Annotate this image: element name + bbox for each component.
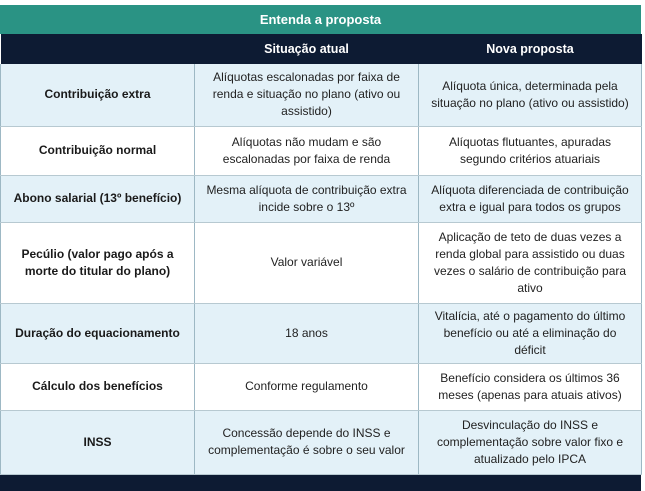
current-cell: Alíquotas escalonadas por faixa de renda e situação no plano (ativo ou assistido) [195, 64, 419, 126]
table-footer-bar [0, 475, 641, 491]
proposal-cell: Alíquota diferenciada de contribuição extra e igual para todos os grupos [419, 175, 642, 222]
current-cell: Alíquotas não mudam e são escalonadas por faixa de renda [195, 126, 419, 175]
proposal-cell: Benefício considera os últimos 36 meses (apenas para atuais ativos) [419, 363, 642, 410]
current-cell: Concessão depende do INSS e complementação é sobre o seu valor [195, 410, 419, 474]
table-row [1, 303, 642, 363]
header-current-situation: Situação atual [195, 34, 419, 64]
proposal-cell: Vitalícia, até o pagamento do último benefício ou até a eliminação do déficit [419, 303, 642, 363]
current-cell: Conforme regulamento [195, 363, 419, 410]
row-label: Duração do equacionamento [1, 303, 195, 363]
current-cell: Mesma alíquota de contribuição extra incide sobre o 13º [195, 175, 419, 222]
current-cell: 18 anos [195, 303, 419, 363]
table-row [1, 175, 642, 222]
table-row [1, 363, 642, 410]
header-empty [1, 34, 195, 64]
row-label: INSS [1, 410, 195, 474]
table-row [1, 64, 642, 126]
row-label: Contribuição extra [1, 64, 195, 126]
header-new-proposal: Nova proposta [419, 34, 642, 64]
proposal-table-container [0, 5, 641, 491]
proposal-cell: Alíquota única, determinada pela situação no plano (ativo ou assistido) [419, 64, 642, 126]
header-row [1, 34, 642, 64]
table-row [1, 222, 642, 303]
row-label: Abono salarial (13º benefício) [1, 175, 195, 222]
proposal-cell: Aplicação de teto de duas vezes a renda global para assistido ou duas vezes o salário de contribuição para ativo [419, 222, 642, 303]
table-row [1, 126, 642, 175]
comparison-table [0, 34, 642, 475]
row-label: Contribuição normal [1, 126, 195, 175]
row-label: Cálculo dos benefícios [1, 363, 195, 410]
row-label: Pecúlio (valor pago após a morte do titular do plano) [1, 222, 195, 303]
proposal-cell: Alíquotas flutuantes, apuradas segundo critérios atuariais [419, 126, 642, 175]
table-title: Entenda a proposta [0, 5, 641, 34]
table-row [1, 410, 642, 474]
proposal-cell: Desvinculação do INSS e complementação sobre valor fixo e atualizado pelo IPCA [419, 410, 642, 474]
current-cell: Valor variável [195, 222, 419, 303]
